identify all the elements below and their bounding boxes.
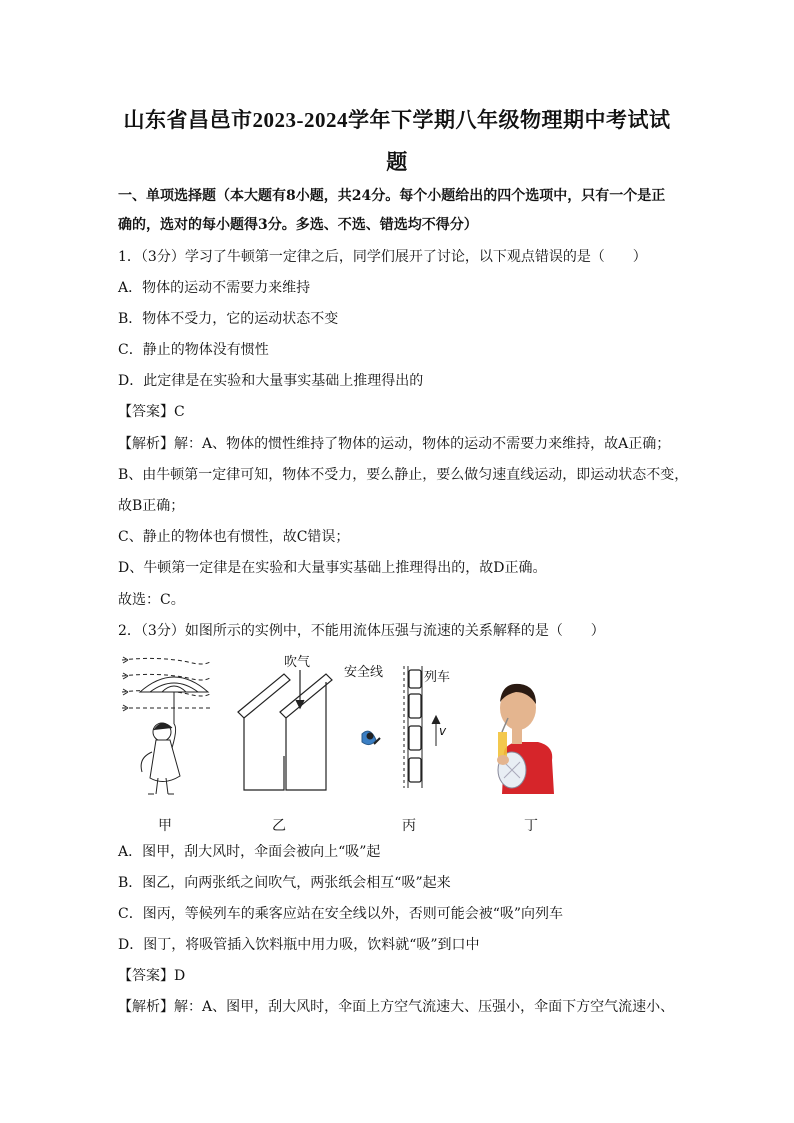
document-title-line1: 山东省昌邑市2023-2024学年下学期八年级物理期中考试试 [123,108,671,132]
question-2-stem: 2．（3分）如图所示的实例中，不能用流体压强与流速的关系解释的是（ ） [118,623,605,639]
section-heading-cont: 确的，选对的每小题得3分。多选、不选、错选均不得分） [118,217,478,233]
figure-caption-yi: 乙 [272,818,286,834]
question-2-figure [118,648,568,808]
section-heading: 一、单项选择题（本大题有8小题，共24分。每个小题给出的四个选项中，只有一个是正 [118,188,666,204]
question-1-analysis-line: C、静止的物体也有惯性，故C错误； [118,529,350,545]
question-1-option-d: D．此定律是在实验和大量事实基础上推理得出的 [118,373,424,389]
question-1-analysis-line: 故B正确； [118,498,185,514]
question-2-analysis-line: 【解析】解：A、图甲，刮大风时，伞面上方空气流速大、压强小，伞面下方空气流速小、 [118,999,675,1015]
question-2-option-c: C．图丙，等候列车的乘客应站在安全线以外，否则可能会被“吸”向列车 [118,906,564,922]
question-1-analysis-line: B、由牛顿第一定律可知，物体不受力，要么静止，要么做匀速直线运动，即运动状态不变， [118,467,689,483]
figure-ding-boy-drinking [497,684,554,794]
question-1-analysis-line: 故选：C。 [118,592,185,608]
question-2-option-d: D．图丁，将吸管插入饮料瓶中用力吸，饮料就“吸”到口中 [118,937,480,953]
figure-caption-jia: 甲 [158,818,172,834]
figure-label-train: 列车 [424,670,451,685]
question-2-answer: 【答案】D [118,968,186,984]
question-1-answer: 【答案】C [118,404,185,420]
figure-label-velocity: v [439,724,447,738]
figure-caption-ding: 丁 [524,818,538,834]
question-2-option-a: A．图甲，刮大风时，伞面会被向上“吸”起 [118,844,381,860]
figure-label-safety-line: 安全线 [344,665,384,680]
question-2-option-b: B．图乙，向两张纸之间吹气，两张纸会相互“吸”起来 [118,875,451,891]
figure-label-blow: 吹气 [284,655,311,670]
question-1-analysis-line: 【解析】解：A、物体的惯性维持了物体的运动，物体的运动不需要力来维持，故A正确； [118,436,671,452]
figure-caption-bing: 丙 [402,818,416,834]
question-1-option-a: A．物体的运动不需要力来维持 [118,280,311,296]
question-1-option-c: C．静止的物体没有惯性 [118,342,269,358]
question-1-analysis-line: D、牛顿第一定律是在实验和大量事实基础上推理得出的，故D正确。 [118,560,547,576]
figure-yi-paper [238,670,332,790]
figure-jia-umbrella [122,657,210,794]
question-1-stem: 1．（3分）学习了牛顿第一定律之后，同学们展开了讨论，以下观点错误的是（ ） [118,249,647,265]
question-1-option-b: B．物体不受力，它的运动状态不变 [118,311,339,327]
document-title-line2: 题 [386,150,408,174]
